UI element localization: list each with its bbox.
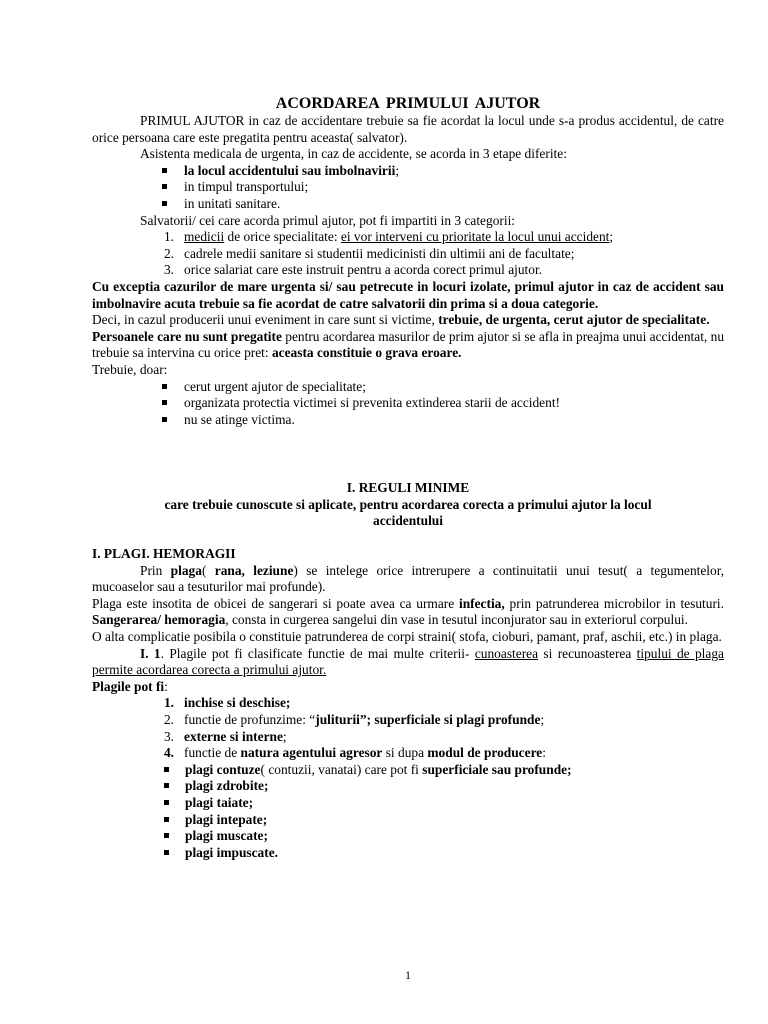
document-page [92, 0, 724, 1024]
list-item: in timpul transportului; [92, 179, 724, 196]
etape-list [92, 163, 724, 213]
list-item: plagi zdrobite; [92, 778, 724, 795]
paragraph-intro: PRIMUL AJUTOR in caz de accidentare trebuie sa fie acordat la locul unde s-a produs accidentul, de catre orice persoana care este pregatita pentru aceasta( salvator). [92, 113, 724, 145]
page-number: 1 [405, 968, 411, 982]
paragraph-persoane: Persoanele care nu sunt pregatite pentru acordarea masurilor de prim ajutor si se afla in preajma unui accidentat, nu trebuie sa intervina cu orice pret: aceasta constituie o grava eroare. [92, 328, 725, 361]
paragraph-etape: Asistenta medicala de urgenta, in caz de accidente, se acorda in 3 etape diferite: [140, 146, 567, 162]
list-item: nu se atinge victima. [92, 412, 724, 429]
paragraph-complicatie: O alta complicatie posibila o constituie patrunderea de corpi straini( stofa, cioburi, pamant, praf, aschii, etc.) in plaga. [92, 629, 722, 645]
categorii-list [92, 229, 724, 279]
paragraph-exceptie: Cu exceptia cazurilor de mare urgenta si/ sau petrecute in locuri izolate, primul ajutor in caz de accident sau imbolnavire acuta trebuie sa fie acordat de catre salvatorii din prima si a doua categorie. [92, 278, 724, 311]
list-item: plagi contuze( contuzii, vanatai) care pot fi superficiale sau profunde; [92, 762, 724, 779]
paragraph-plaga-definitie: Prin plaga( rana, leziune) se intelege orice intrerupere a continuitatii unui tesut( a tegumentelor, mucoaselor sau a tesuturilor mai profunde). [92, 562, 724, 595]
list-item: plagi muscate; [92, 828, 724, 845]
list-item: organizata protectia victimei si prevenita extinderea starii de accident! [92, 395, 724, 412]
section-subtitle: care trebuie cunoscute si aplicate, pentru acordarea corecta a primului ajutor la locul accidentului [164, 496, 652, 529]
paragraph-clasificare: I. 1. Plagile pot fi clasificate functie de mai multe criterii- cunoasterea si recunoasterea tipului de plaga permite acordarea corecta a primului ajutor. [92, 645, 724, 678]
list-item: 1. inchise si deschise; [163, 695, 291, 711]
section-title: I. REGULI MINIME [346, 480, 470, 496]
paragraph-deci: Deci, in cazul producerii unui eveniment in care sunt si victime, trebuie, de urgenta, cerut ajutor de specialitate. [92, 312, 710, 328]
list-item: 2. cadrele medii sanitare si studentii medicinisti din ultimii ani de facultate; [163, 245, 575, 261]
list-item: plagi intepate; [92, 812, 724, 829]
list-item: 3. externe si interne; [163, 728, 287, 744]
tipuri-plagi-list [92, 762, 724, 862]
list-item: plagi impuscate. [92, 845, 724, 862]
plagi-heading: I. PLAGI. HEMORAGII [92, 546, 236, 562]
paragraph-sangerare: Plaga este insotita de obicei de sangerari si poate avea ca urmare infectia, prin patrunderea microbilor in tesuturi. Sangerarea/ hemoragia, consta in curgerea sangelui din vase in tesutul inconjurator sau in exteriorul corpului. [92, 595, 724, 628]
list-item: 2. functie de profunzime: “juliturii”; superficiale si plagi profunde; [163, 712, 545, 727]
list-item: 4. functie de natura agentului agresor si dupa modul de producere: [163, 745, 546, 761]
list-item: la locul accidentului sau imbolnavirii; [92, 163, 724, 180]
list-item: plagi taiate; [92, 795, 724, 812]
list-item: 3. orice salariat care este instruit pentru a acorda corect primul ajutor. [163, 262, 543, 278]
trebuie-list [92, 379, 724, 429]
paragraph-trebuie: Trebuie, doar: [92, 361, 168, 377]
document-body [92, 113, 724, 861]
list-item: cerut urgent ajutor de specialitate; [92, 379, 724, 396]
paragraph-categorii: Salvatorii/ cei care acorda primul ajutor, pot fi impartiti in 3 categorii: [140, 212, 516, 228]
list-item: in unitati sanitare. [92, 196, 724, 213]
list-item: 1. medicii de orice specialitate: ei vor interveni cu prioritate la locul unui accident; [163, 229, 614, 245]
paragraph-plagile-pot-fi: Plagile pot fi: [92, 678, 168, 694]
criterii-list [92, 695, 724, 761]
page-title: ACORDAREA PRIMULUI AJUTOR [275, 95, 541, 112]
